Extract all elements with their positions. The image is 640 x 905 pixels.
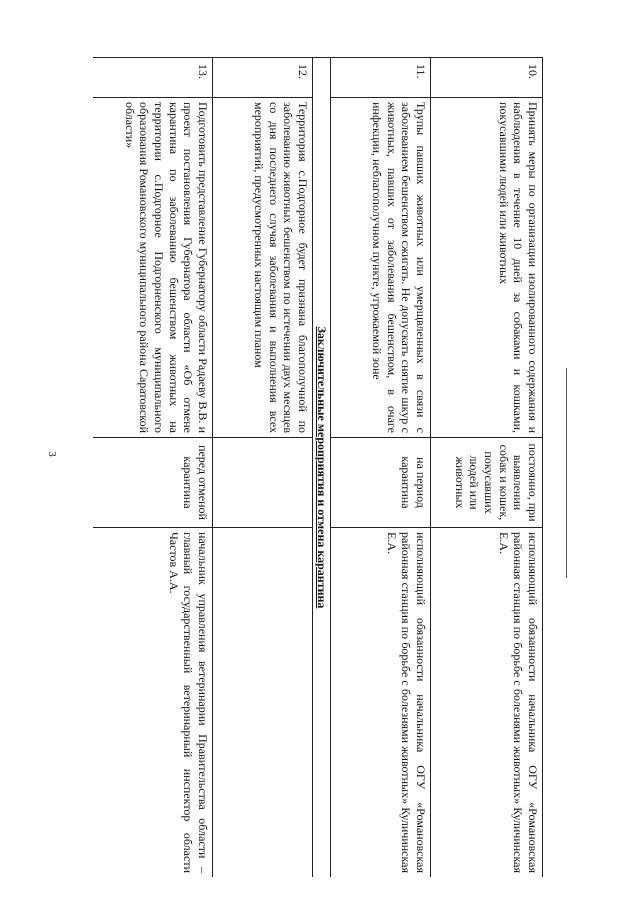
row-number: 10. (431, 58, 543, 98)
section-header-row (313, 58, 331, 878)
responsible-text (213, 528, 313, 878)
responsible-text: исполняющий обязанности начальника ОГУ «Романовская районная станция по борьбе с болезнями животных» Куличинская Е.А. (431, 528, 543, 878)
measure-text: Трупы павших животных или умерщвленных в связи с заболеванием бешенством сжигать. Не допускать снятие шкур с животных, павших от заболевания бешенством, в очаге инфекции, неблагополучном пункте, угрожаемой зоне (331, 98, 431, 438)
table-row (331, 58, 431, 878)
timing-text: на период карантина (331, 438, 431, 528)
timing-text (213, 438, 313, 528)
measures-table (93, 57, 543, 877)
row-number: 12. (213, 58, 313, 98)
measure-text: Подготовить представление Губернатору области Радаеву В.В. и проект постановления Губернатора области «Об отмене карантина по заболеванию бешенством животных на территории с.Подгорное Подгорненского муниципального образования Романовского муниципального района Саратовской области» (93, 98, 213, 438)
measure-text: Принять меры по организации изолированного содержания и наблюдения в течение 10 дней за собаками и кошками, покусавшими людей или животных (431, 98, 543, 438)
timing-text: перед отменой карантина (93, 438, 213, 528)
page-number: 3 (46, 451, 58, 457)
responsible-text: начальник управления ветеринарии Правительства области – главный государственный ветеринарный инспектор области Частов А.А. (93, 528, 213, 878)
row-number: 13. (93, 58, 213, 98)
table-row (431, 58, 543, 878)
section-title: Заключительные мероприятия и отмена карантина (313, 58, 331, 878)
rotated-table-container (93, 57, 543, 877)
document-table-wrapper (93, 57, 543, 877)
measure-text: Территория с.Подгорное будет признана благополучной по заболеванию животных бешенством по истечении двух месяцев со дня последнего случая заболевания и выполнения всех мероприятий, предусмотренных настоящим планом (213, 98, 313, 438)
timing-text: постоянно, при выявлении собак и кошек, покусавших людей или животных (431, 438, 543, 528)
table-row (213, 58, 313, 878)
responsible-text: исполняющий обязанности начальника ОГУ «Романовская районная станция по борьбе с болезнями животных» Куличинская Е.А. (331, 528, 431, 878)
table-row (93, 58, 213, 878)
row-number: 11. (331, 58, 431, 98)
signature-line (566, 368, 567, 578)
